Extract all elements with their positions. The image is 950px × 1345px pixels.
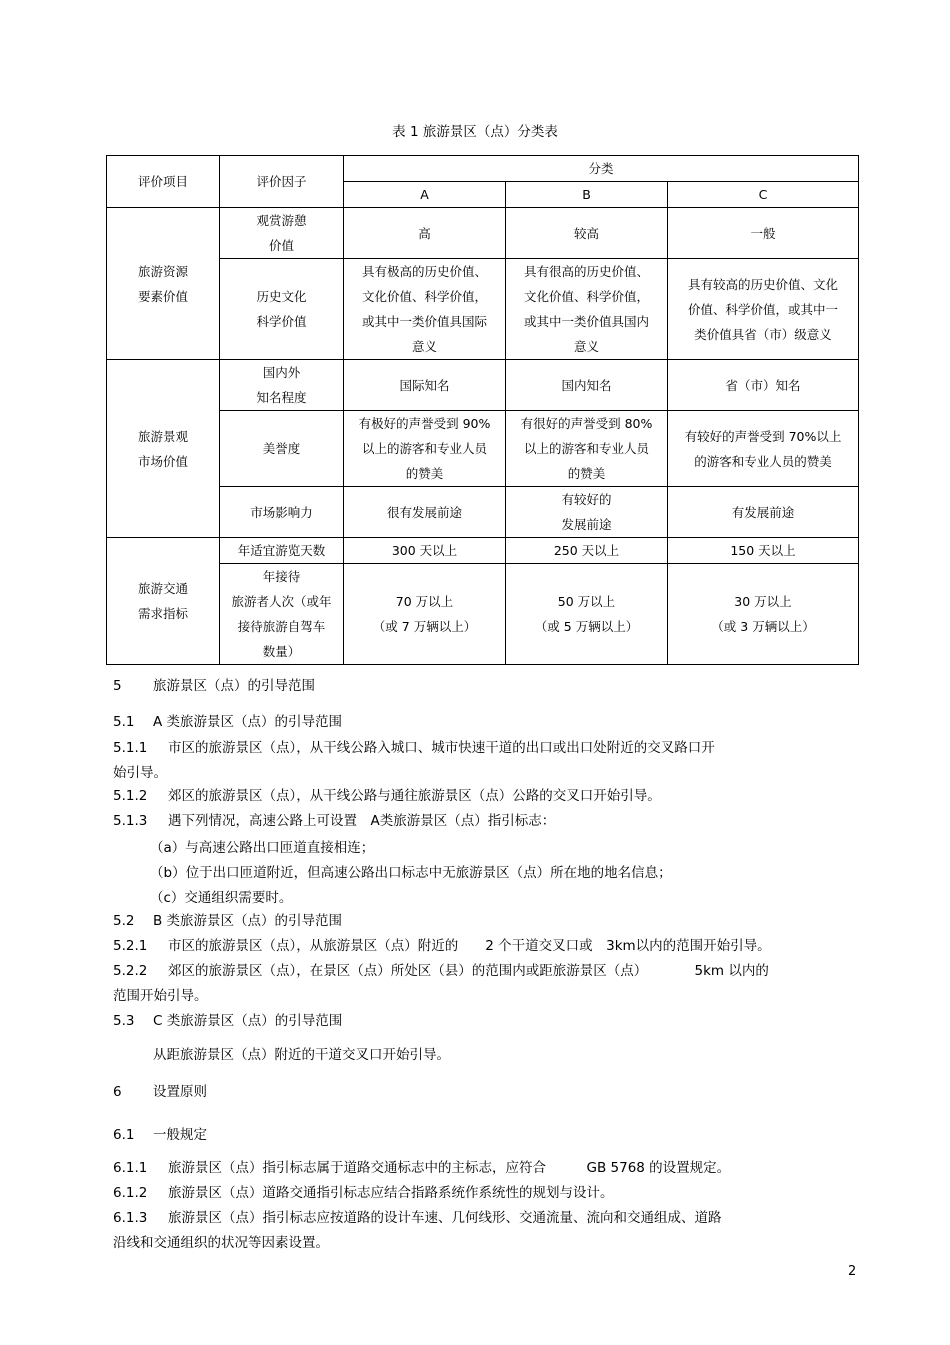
value-a: 300 天以上 [344,538,506,564]
clause-6-1-2: 6.1.2 旅游景区（点）道路交通指引标志应结合指路系统作系统性的规划与设计。 [113,1185,614,1201]
value-c: 一般 [668,208,859,259]
list-item: （a）与高速公路出口匝道直接相连； [150,840,375,856]
value-a: 具有极高的历史价值、 文化价值、科学价值， 或其中一类价值具国际 意义 [344,259,506,360]
page-number: 2 [848,1264,857,1279]
value-a: 有极好的声誉受到 90% 以上的游客和专业人员 的赞美 [344,411,506,487]
value-b: 50 万以上 （或 5 万辆以上） [506,564,668,665]
value-c: 有较好的声誉受到 70%以上 的游客和专业人员的赞美 [668,411,859,487]
value-c: 省（市）知名 [668,360,859,411]
clause-5-1-3: 5.1.3 遇下列情况，高速公路上可设置 A类旅游景区（点）指引标志： [113,813,556,829]
list-item: （c）交通组织需要时。 [150,890,293,906]
section-5-2-heading: 5.2 B 类旅游景区（点）的引导范围 [113,913,343,929]
value-b: 有较好的 发展前途 [506,487,668,538]
header-item: 评价项目 [107,156,220,208]
clause-6-1-3: 6.1.3 旅游景区（点）指引标志应按道路的设计车速、几何线形、交通流量、流向和交通组成、道路 沿线和交通组织的状况等因素设置。 [113,1210,722,1251]
list-item: （b）位于出口匝道附近，但高速公路出口标志中无旅游景区（点）所在地的地名信息； [150,865,672,881]
header-class: 分类 [344,156,859,182]
section-5-3-heading: 5.3 C 类旅游景区（点）的引导范围 [113,1013,343,1029]
value-b: 250 天以上 [506,538,668,564]
factor-cell: 国内外 知名程度 [220,360,344,411]
group-resource-value: 旅游资源 要素价值 [107,208,220,360]
header-a: A [344,182,506,208]
section-6-1-heading: 6.1 一般规定 [113,1127,207,1143]
factor-cell: 美誉度 [220,411,344,487]
factor-cell: 年接待 旅游者人次（或年 接待旅游自驾车 数量） [220,564,344,665]
value-c: 具有较高的历史价值、文化 价值、科学价值，或其中一 类价值具省（市）级意义 [668,259,859,360]
value-a: 很有发展前途 [344,487,506,538]
factor-cell: 观赏游憩 价值 [220,208,344,259]
section-6-heading: 6 设置原则 [113,1084,207,1100]
value-b: 较高 [506,208,668,259]
clause-5-2-1: 5.2.1 市区的旅游景区（点），从旅游景区（点）附近的 2 个干道交叉口或 3km以内的范围开始引导。 [113,938,771,954]
value-b: 国内知名 [506,360,668,411]
clause-5-2-2: 5.2.2 郊区的旅游景区（点），在景区（点）所处区（县）的范围内或距旅游景区（点） 5km 以内的 范围开始引导。 [113,963,769,1004]
clause-6-1-1: 6.1.1 旅游景区（点）指引标志属于道路交通标志中的主标志，应符合 GB 5768 的设置规定。 [113,1160,731,1176]
value-b: 有很好的声誉受到 80% 以上的游客和专业人员 的赞美 [506,411,668,487]
value-c: 30 万以上 （或 3 万辆以上） [668,564,859,665]
value-a: 70 万以上 （或 7 万辆以上） [344,564,506,665]
header-b: B [506,182,668,208]
value-c: 有发展前途 [668,487,859,538]
value-a: 国际知名 [344,360,506,411]
factor-cell: 历史文化 科学价值 [220,259,344,360]
value-c: 150 天以上 [668,538,859,564]
section-5-heading: 5 旅游景区（点）的引导范围 [113,678,315,694]
group-market-value: 旅游景观 市场价值 [107,360,220,538]
table-caption: 表 1 旅游景区（点）分类表 [392,124,558,140]
clause-5-1-1: 5.1.1 市区的旅游景区（点），从干线公路入城口、城市快速干道的出口或出口处附近的交叉路口开 始引导。 [113,740,715,781]
section-5-3-body: 从距旅游景区（点）附近的干道交叉口开始引导。 [153,1047,450,1063]
classification-table [106,155,859,665]
clause-5-1-2: 5.1.2 郊区的旅游景区（点），从干线公路与通往旅游景区（点）公路的交叉口开始引导。 [113,788,661,804]
factor-cell: 年适宜游览天数 [220,538,344,564]
group-traffic-demand: 旅游交通 需求指标 [107,538,220,665]
value-a: 高 [344,208,506,259]
value-b: 具有很高的历史价值、 文化价值、科学价值， 或其中一类价值具国内 意义 [506,259,668,360]
factor-cell: 市场影响力 [220,487,344,538]
section-5-1-heading: 5.1 A 类旅游景区（点）的引导范围 [113,714,343,730]
header-c: C [668,182,859,208]
header-factor: 评价因子 [220,156,344,208]
